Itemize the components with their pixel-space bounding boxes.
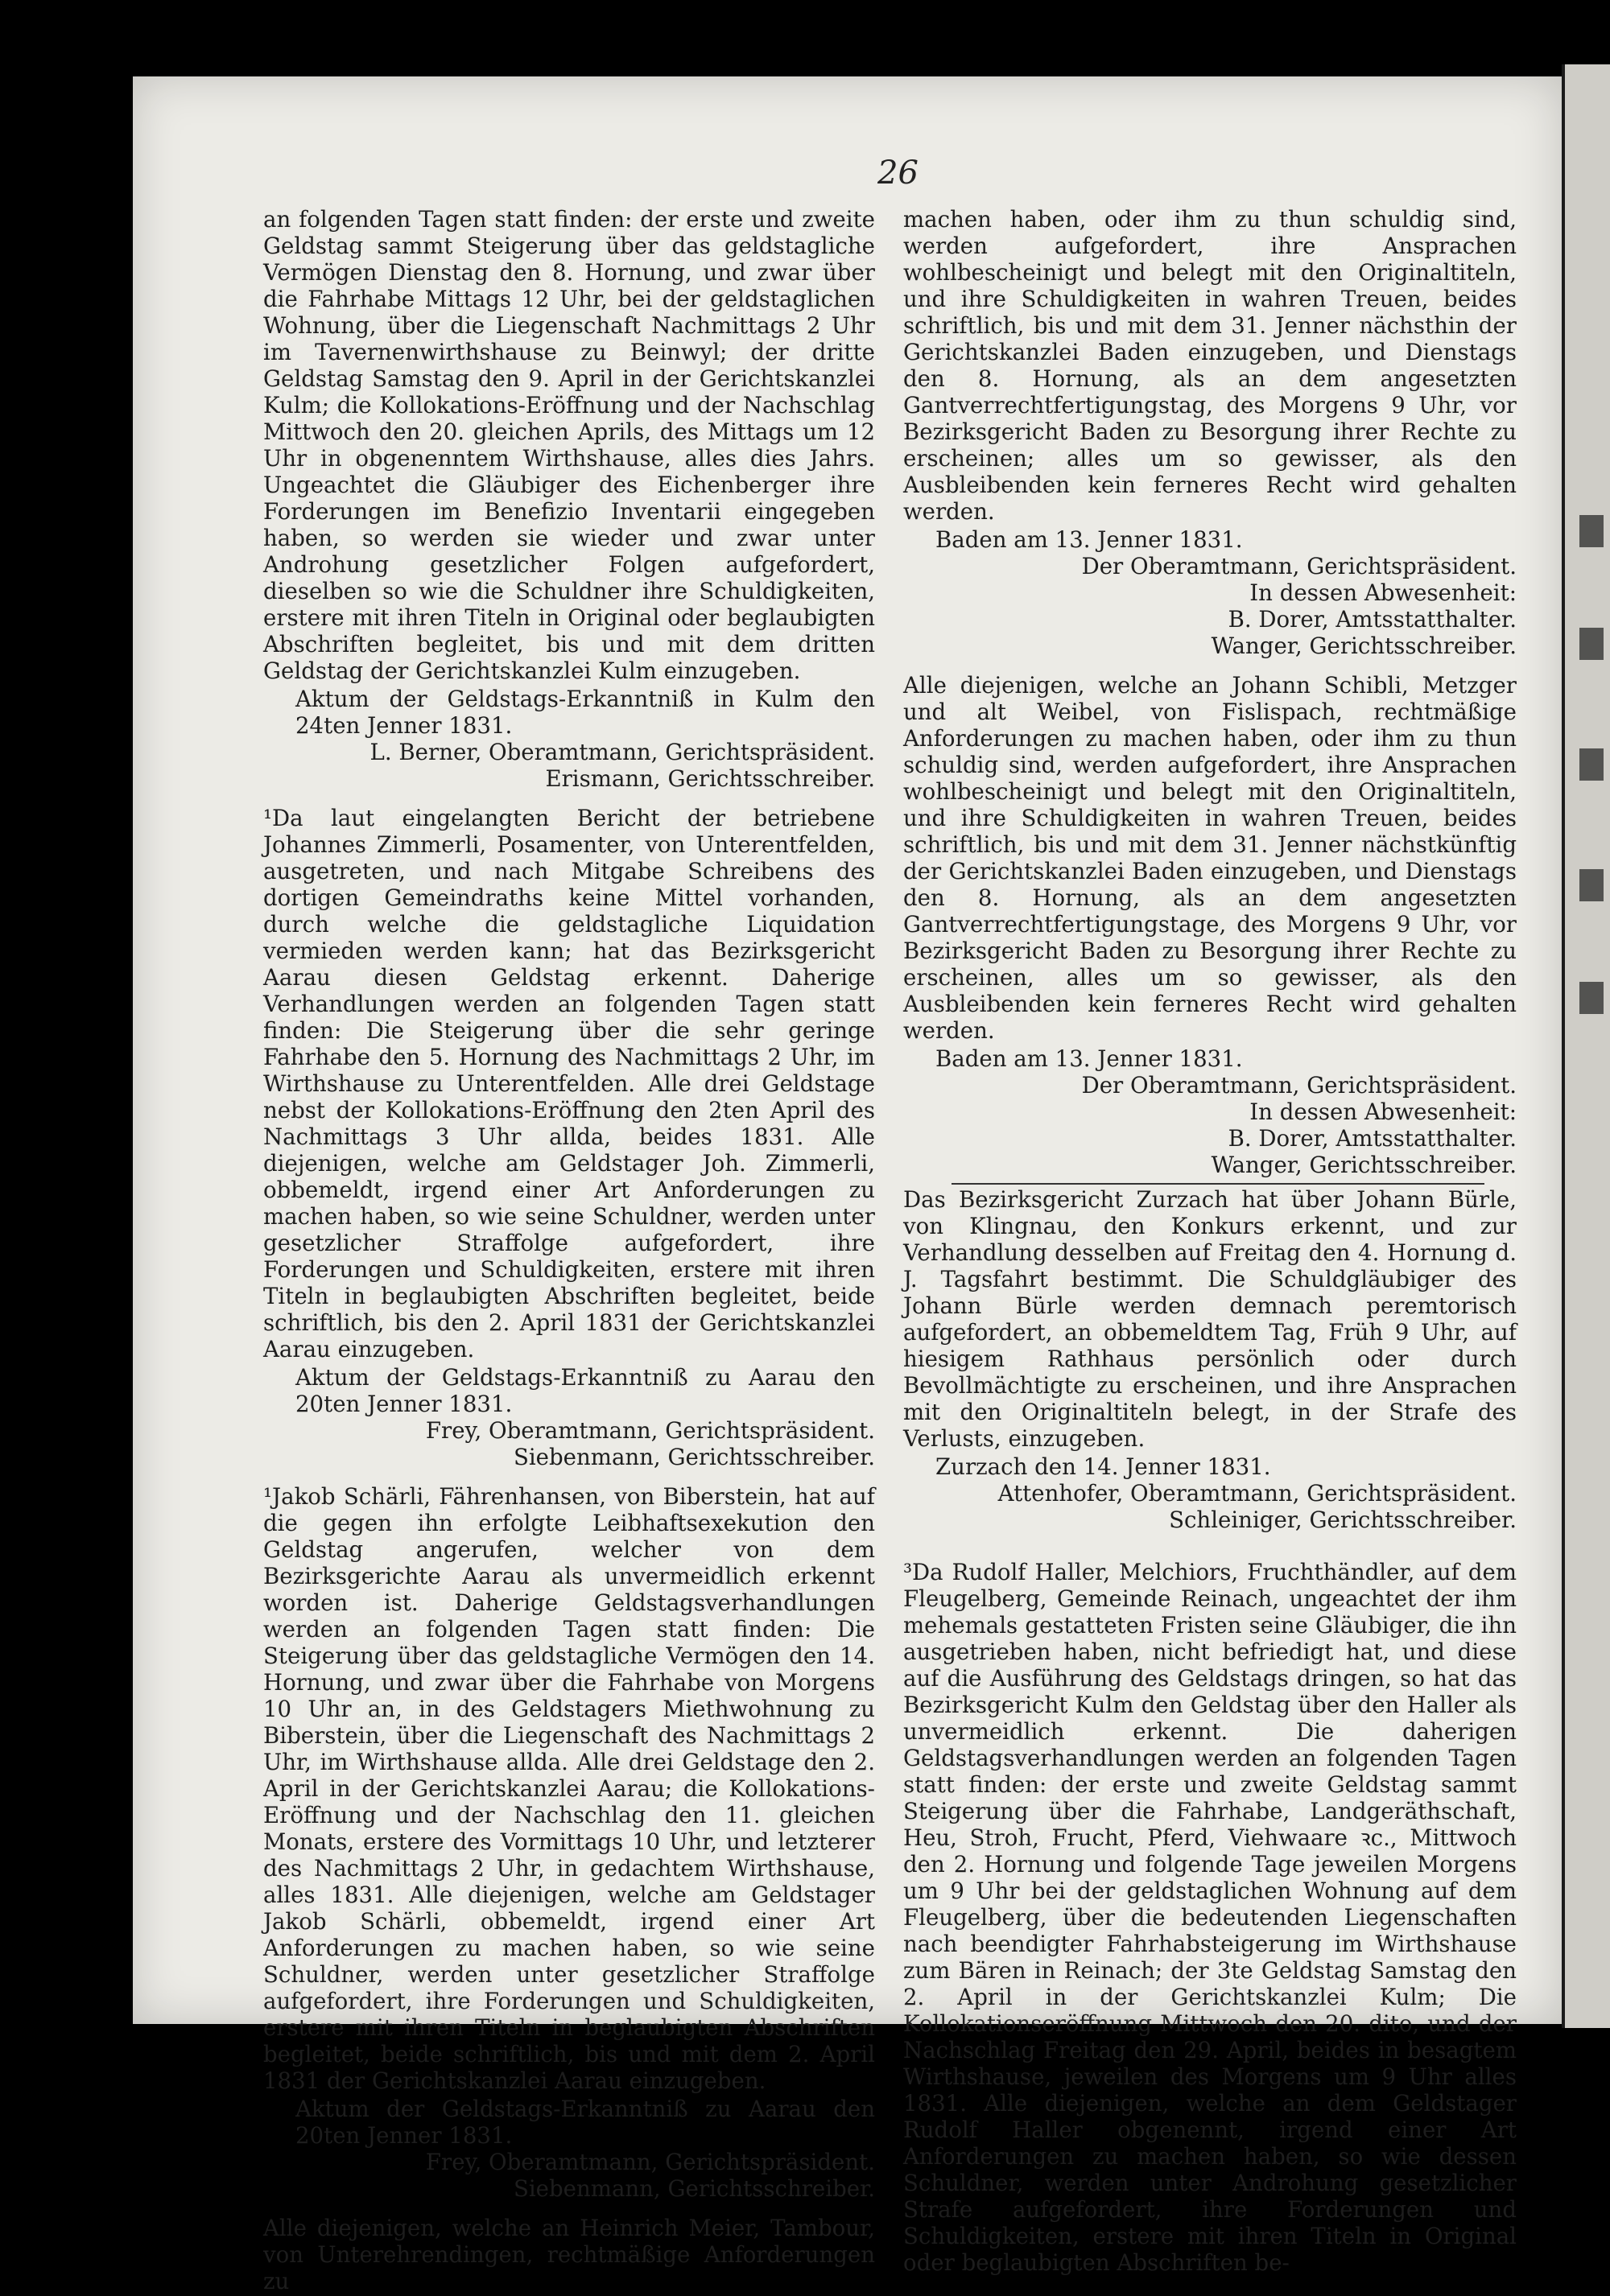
notice-paragraph: Das Bezirksgericht Zurzach hat über Johann Bürle, von Klingnau, den Konkurs erkennt, und zur Verhandlung desselben auf Freitag den 4. Hornung d. J. Tagsfahrt bestimmt. Die Schuldgläubiger des Johann Bürle werden demnach peremtorisch aufgefordert, an obbemeldtem Tag, Früh 9 Uhr, auf hiesigem Rathhaus persönlich oder durch Bevollmächtigte zu erscheinen, und ihre Ansprachen mit den Originaltiteln belegt, in der Strafe des Verlusts, einzugeben. — [903, 1186, 1517, 1452]
adjacent-page-fragment — [1579, 515, 1604, 547]
notice-place-date: Baden am 13. Jenner 1831. — [935, 1045, 1243, 1072]
notice-place-date: Aktum der Geldstags-Erkanntniß zu Aarau den 20ten Jenner 1831. — [295, 1364, 875, 1417]
adjacent-page-fragment — [1579, 982, 1604, 1014]
notice-signature: Frey, Oberamtmann, Gerichtspräsident. — [425, 1417, 875, 1444]
section-divider — [952, 1183, 1484, 1185]
notice-paragraph: machen haben, oder ihm zu thun schuldig sind, werden aufgefordert, ihre Ansprachen wohlbescheinigt und belegt mit den Originaltiteln, und ihre Schuldigkeiten in wahren Treuen, beides schriftlich, bis und mit dem 31. Jenner nächsthin der Gerichtskanzlei Baden einzugeben, und Dienstags den 8. Hornung, als an dem angesetzten Gantverrechtfertigungstag, des Morgens 9 Uhr, vor Bezirksgericht Baden zu Besorgung ihrer Rechte zu erscheinen; alles um so gewisser, als den Ausbleibenden kein ferneres Recht wird gehalten werden. — [903, 206, 1517, 525]
notice-signature: Wanger, Gerichtsschreiber. — [1211, 1152, 1517, 1178]
notice-paragraph: ¹Da laut eingelangten Bericht der betriebene Johannes Zimmerli, Posamenter, von Unterentfelden, ausgetreten, und nach Mitgabe Schreibens des dortigen Gemeindraths keine Mittel vorhanden, durch welche die geldstagliche Liquidation vermieden werden kann; hat das Bezirksgericht Aarau diesen Geldstag erkennt. Daherige Verhandlungen werden an folgenden Tagen statt finden: Die Steigerung über die sehr geringe Fahrhabe den 5. Hornung des Nachmittags 2 Uhr, im Wirthshause zu Unterentfelden. Alle drei Geldstage nebst der Kollokations-Eröffnung den 2ten April des Nachmittags 3 Uhr allda, beides 1831. Alle diejenigen, welche am Geldstager Joh. Zimmerli, obbemeldt, irgend einer Art Anforderungen zu machen haben, so wie seine Schuldner, werden unter gesetzlicher Straffolge aufgefordert, ihre Forderungen und Schuldigkeiten, erstere mit ihren Titeln in beglaubigten Abschriften begleitet, beide schriftlich, bis den 2. April 1831 der Gerichtskanzlei Aarau einzugeben. — [263, 805, 875, 1362]
notice-signature: Der Oberamtmann, Gerichtspräsident. — [1081, 1072, 1517, 1099]
notice-place-date: Zurzach den 14. Jenner 1831. — [935, 1453, 1271, 1480]
notice-signature: Frey, Oberamtmann, Gerichtspräsident. — [425, 2149, 875, 2175]
notice-signature: Attenhofer, Oberamtmann, Gerichtspräsident. — [997, 1480, 1517, 1507]
notice-place-date: Aktum der Geldstags-Erkanntniß zu Aarau den 20ten Jenner 1831. — [295, 2096, 875, 2149]
notice-signature: B. Dorer, Amtsstatthalter. — [1228, 606, 1517, 633]
notice-paragraph: an folgenden Tagen statt finden: der erste und zweite Geldstag sammt Steigerung über das geldstagliche Vermögen Dienstag den 8. Hornung, und zwar über die Fahrhabe Mittags 12 Uhr, bei der geldstaglichen Wohnung, über die Liegenschaft Nachmittags 2 Uhr im Tavernenwirthshause zu Beinwyl; der dritte Geldstag Samstag den 9. April in der Gerichtskanzlei Kulm; die Kollokations-Eröffnung und der Nachschlag Mittwoch den 20. gleichen Aprils, des Mittags um 12 Uhr in obgenenntem Wirthshause, alles dies Jahrs. Ungeachtet die Gläubiger des Eichenberger ihre Forderungen im Benefizio Inventarii eingegeben haben, so werden sie wieder und zwar unter Androhung gesetzlicher Folgen aufgefordert, dieselben so wie die Schuldner ihre Schuldigkeiten, erstere mit ihren Titeln in Original oder beglaubigten Abschriften begleitet, bis und mit dem dritten Geldstag der Gerichtskanzlei Kulm einzugeben. — [263, 206, 875, 684]
right-column — [903, 206, 1517, 2277]
notice-signature: In dessen Abwesenheit: — [1249, 1099, 1517, 1125]
notice-place-date: Aktum der Geldstags-Erkanntniß in Kulm den 24ten Jenner 1831. — [295, 686, 875, 739]
adjacent-page-fragment — [1579, 628, 1604, 660]
notice-signature: Siebenmann, Gerichtsschreiber. — [513, 2175, 875, 2202]
page-number: 26 — [877, 155, 919, 192]
adjacent-page-edge — [1562, 64, 1610, 2028]
notice-signature: Der Oberamtmann, Gerichtspräsident. — [1081, 553, 1517, 579]
adjacent-page-fragment — [1579, 748, 1604, 781]
notice-place-date: Baden am 13. Jenner 1831. — [935, 526, 1243, 553]
notice-paragraph: ¹Jakob Schärli, Fährenhansen, von Biberstein, hat auf die gegen ihn erfolgte Leibhaftsexekution den Geldstag angerufen, welcher von dem Bezirksgerichte Aarau als unvermeidlich erkennt worden ist. Daherige Geldstagsverhandlungen werden an folgenden Tagen statt finden: Die Steigerung über das geldstagliche Vermögen den 14. Hornung, und zwar über die Fahrhabe von Morgens 10 Uhr an, in des Geldstagers Miethwohnung zu Biberstein, über die Liegenschaft des Nachmittags 2 Uhr, im Wirthshause allda. Alle drei Geldstage den 2. April in der Gerichtskanzlei Aarau; die Kollokations-Eröffnung und der Nachschlag den 11. gleichen Monats, erstere des Vormittags 10 Uhr, und letzterer des Nachmittags 2 Uhr, in gedachtem Wirthshause, alles 1831. Alle diejenigen, welche am Geldstager Jakob Schärli, obbemeldt, irgend einer Art Anforderungen zu machen haben, so wie seine Schuldner, werden unter gesetzlicher Straffolge aufgefordert, ihre Forderungen und Schuldigkeiten, erstere mit ihren Titeln in beglaubigten Abschriften begleitet, beide schriftlich, bis und mit dem 2. April 1831 der Gerichtskanzlei Aarau einzugeben. — [263, 1483, 875, 2094]
notice-signature: B. Dorer, Amtsstatthalter. — [1228, 1125, 1517, 1152]
notice-paragraph: ³Da Rudolf Haller, Melchiors, Fruchthändler, auf dem Fleugelberg, Gemeinde Reinach, ungeachtet der ihm mehemals gestatteten Fristen seine Gläubiger, die ihn ausgetrieben haben, nicht befriedigt hat, und diese auf die Ausführung des Geldstags dringen, so hat das Bezirksgericht Kulm den Geldstag über den Haller als unvermeidlich erkennt. Die daherigen Geldstagsverhandlungen werden an folgenden Tagen statt finden: der erste und zweite Geldstag sammt Steigerung über die Fahrhabe, Landgeräthschaft, Heu, Stroh, Frucht, Pferd, Viehwaare ꝛc., Mittwoch den 2. Hornung und folgende Tage jeweilen Morgens um 9 Uhr bei der geldstaglichen Wohnung auf dem Fleugelberg, über die bedeutenden Liegenschaften nach beendigter Fahrhabsteigerung im Wirthshause zum Bären in Reinach; der 3te Geldstag Samstag den 2. April in der Gerichtskanzlei Kulm; Die Kollokationseröffnung Mittwoch den 20. dito, und der Nachschlag Freitag den 29. April, beides in besagtem Wirthshause, jeweilen des Morgens um 9 Uhr alles 1831. Alle diejenigen, welche an dem Geldstager Rudolf Haller obgenennt, irgend einer Art Anforderungen zu machen haben, so wie dessen Schuldner, werden unter Androhung gesetzlicher Strafe aufgefordert, ihre Forderungen und Schuldigkeiten, erstere mit ihren Titeln in Original oder beglaubigten Abschriften be- — [903, 1559, 1517, 2276]
notice-paragraph: Alle diejenigen, welche an Heinrich Meier, Tambour, von Unterehrendingen, rechtmäßige Anforderungen zu — [263, 2215, 875, 2294]
notice-signature: Siebenmann, Gerichtsschreiber. — [513, 1444, 875, 1470]
notice-signature: In dessen Abwesenheit: — [1249, 579, 1517, 606]
notice-signature: Wanger, Gerichtsschreiber. — [1211, 633, 1517, 659]
left-column — [263, 206, 875, 2296]
adjacent-page-fragment — [1579, 869, 1604, 901]
notice-signature: L. Berner, Oberamtmann, Gerichtspräsident. — [369, 739, 875, 765]
notice-signature: Schleiniger, Gerichtsschreiber. — [1169, 1507, 1517, 1533]
notice-paragraph: Alle diejenigen, welche an Johann Schibli, Metzger und alt Weibel, von Fislispach, rechtmäßige Anforderungen zu machen haben, oder ihm zu thun schuldig sind, werden aufgefordert, ihre Ansprachen wohlbescheinigt und belegt mit den Originaltiteln, und ihre Schuldigkeiten in wahren Treuen, beides schriftlich, bis und mit dem 31. Jenner nächstkünftig der Gerichtskanzlei Baden einzugeben, und Dienstags den 8. Hornung, als an dem angesetzten Gantverrechtfertigungstage, des Morgens 9 Uhr, vor Bezirksgericht Baden zu Besorgung ihrer Rechte zu erscheinen, alles um so gewisser, als den Ausbleibenden kein ferneres Recht wird gehalten werden. — [903, 672, 1517, 1044]
notice-signature: Erismann, Gerichtsschreiber. — [545, 765, 875, 792]
